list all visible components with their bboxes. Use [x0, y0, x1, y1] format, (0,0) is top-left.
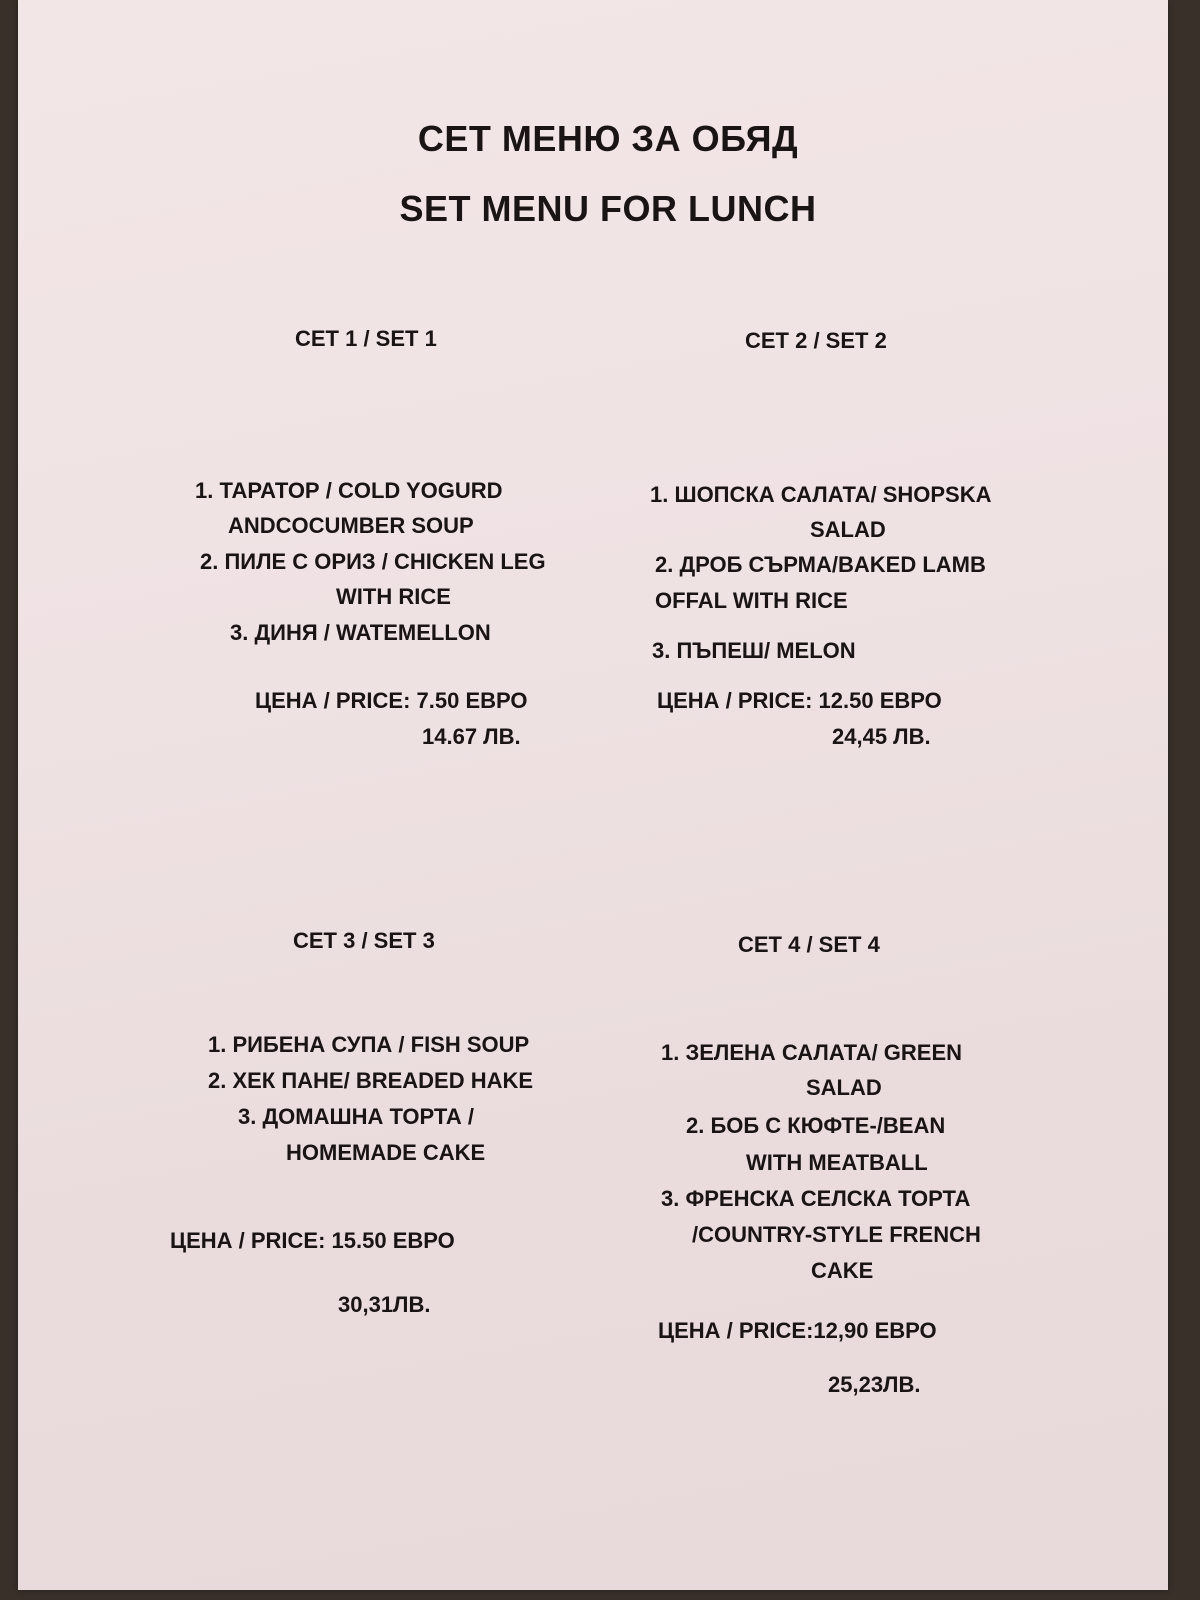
set-3-item-3-line-1: 3. ДОМАШНА ТОРТА / — [238, 1104, 475, 1129]
set-1-item-3: 3. ДИНЯ / WATEMELLON — [230, 620, 491, 645]
set-4-price-eur: ЦЕНА / PRICE:12,90 ЕВРО — [658, 1318, 937, 1343]
set-1-price-bgn: 14.67 ЛВ. — [422, 724, 521, 749]
menu-sheet — [18, 0, 1168, 1590]
set-3-item-3-line-2: HOMEMADE CAKE — [286, 1140, 486, 1165]
set-4-item-3-line-1: 3. ФРЕНСКА СЕЛСКА ТОРТА — [661, 1186, 971, 1211]
set-1-item-1-line-2: ANDCOCUMBER SOUP — [228, 513, 474, 538]
set-4-item-3-line-2: /COUNTRY-STYLE FRENCH — [692, 1222, 981, 1247]
set-1-item-2-line-1: 2. ПИЛЕ С ОРИЗ / CHICKEN LEG — [200, 549, 546, 574]
set-2-item-3: 3. ПЪПЕШ/ MELON — [652, 638, 856, 663]
set-1-item-2-line-2: WITH RICE — [336, 584, 451, 609]
set-3-price-eur: ЦЕНА / PRICE: 15.50 ЕВРО — [170, 1228, 455, 1253]
set-2-item-2-line-2: OFFAL WITH RICE — [655, 588, 848, 613]
set-2-heading: СЕТ 2 / SET 2 — [745, 328, 887, 353]
set-2-price-eur: ЦЕНА / PRICE: 12.50 ЕВРО — [657, 688, 942, 713]
set-2-item-1-line-1: 1. ШОПСКА САЛАТА/ SHOPSKA — [650, 482, 992, 507]
set-3-heading: СЕТ 3 / SET 3 — [293, 928, 435, 953]
set-4-item-2-line-2: WITH MEATBALL — [746, 1150, 928, 1175]
set-4-item-1-line-2: SALAD — [806, 1075, 882, 1100]
set-4-heading: СЕТ 4 / SET 4 — [738, 932, 880, 957]
set-3-item-2: 2. ХЕК ПАНЕ/ BREADED HAKE — [208, 1068, 534, 1093]
set-3-price-bgn: 30,31ЛВ. — [338, 1292, 431, 1317]
set-4-price-bgn: 25,23ЛВ. — [828, 1372, 921, 1397]
title-english: SET MENU FOR LUNCH — [399, 188, 817, 229]
set-4-item-3-line-3: CAKE — [811, 1258, 874, 1283]
set-2-price-bgn: 24,45 ЛВ. — [832, 724, 931, 749]
set-4-item-2-line-1: 2. БОБ С КЮФТЕ-/BEAN — [686, 1113, 946, 1138]
title-bulgarian: СЕТ МЕНЮ ЗА ОБЯД — [417, 118, 799, 159]
set-4-item-1-line-1: 1. ЗЕЛЕНА САЛАТА/ GREEN — [661, 1040, 963, 1065]
set-2-item-2-line-1: 2. ДРОБ СЪРМА/BAKED LAMB — [655, 552, 986, 577]
set-3-item-1: 1. РИБЕНА СУПА / FISH SOUP — [208, 1032, 530, 1057]
set-1-heading: СЕТ 1 / SET 1 — [295, 326, 437, 351]
set-2-item-1-line-2: SALAD — [810, 517, 886, 542]
set-1-item-1-line-1: 1. ТАРАТОР / COLD YOGURD — [195, 478, 503, 503]
set-1-price-eur: ЦЕНА / PRICE: 7.50 ЕВРО — [255, 688, 528, 713]
